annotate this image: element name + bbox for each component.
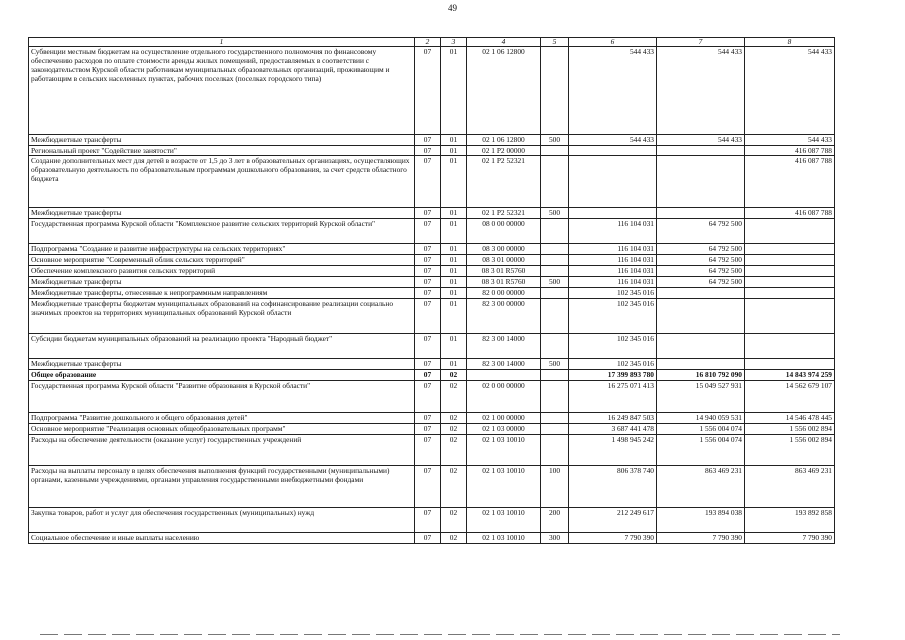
cell-name: Обеспечение комплексного развития сельских территорий	[29, 266, 415, 277]
cell-subsection: 01	[441, 288, 467, 299]
cell-section: 07	[415, 424, 441, 435]
cell-subsection: 01	[441, 146, 467, 156]
cell-target-article: 02 1 06 12800	[467, 47, 541, 135]
cell-amount-col7: 64 792 500	[657, 277, 745, 288]
cell-section: 07	[415, 208, 441, 219]
cell-expense-type	[541, 381, 569, 413]
cell-subsection: 01	[441, 255, 467, 266]
cell-section: 07	[415, 135, 441, 146]
cell-expense-type	[541, 156, 569, 208]
cell-name: Региональный проект "Содействие занятости"	[29, 146, 415, 156]
cell-target-article: 02 0 00 00000	[467, 381, 541, 413]
cell-amount-col7: 64 792 500	[657, 244, 745, 255]
cell-subsection: 02	[441, 466, 467, 508]
cell-amount-col8: 14 546 478 445	[745, 413, 835, 424]
cell-amount-col7	[657, 208, 745, 219]
table-row	[29, 146, 835, 156]
table-row	[29, 156, 835, 208]
scan-edge-line	[40, 634, 840, 635]
header-row	[29, 38, 835, 47]
column-header-1: 1	[29, 38, 415, 47]
cell-name: Межбюджетные трансферты	[29, 135, 415, 146]
table-row	[29, 508, 835, 533]
cell-subsection: 02	[441, 508, 467, 533]
cell-amount-col6: 3 687 441 478	[569, 424, 657, 435]
cell-amount-col6: 16 275 071 413	[569, 381, 657, 413]
cell-amount-col8: 544 433	[745, 47, 835, 135]
cell-amount-col8: 1 556 002 894	[745, 424, 835, 435]
cell-section: 07	[415, 266, 441, 277]
cell-amount-col8: 14 843 974 259	[745, 370, 835, 381]
cell-amount-col8: 416 087 788	[745, 156, 835, 208]
column-header-8: 8	[745, 38, 835, 47]
cell-amount-col7: 1 556 004 074	[657, 424, 745, 435]
cell-amount-col6	[569, 208, 657, 219]
table-row	[29, 370, 835, 381]
cell-expense-type: 500	[541, 277, 569, 288]
cell-target-article: 82 3 00 14000	[467, 359, 541, 370]
table-row	[29, 266, 835, 277]
cell-expense-type	[541, 424, 569, 435]
cell-target-article: 02 1 03 10010	[467, 508, 541, 533]
column-header-3: 3	[441, 38, 467, 47]
cell-amount-col7: 863 469 231	[657, 466, 745, 508]
cell-expense-type: 300	[541, 533, 569, 544]
cell-target-article: 02 1 03 00000	[467, 424, 541, 435]
cell-name: Государственная программа Курской области "Развитие образования в Курской области"	[29, 381, 415, 413]
cell-subsection: 01	[441, 277, 467, 288]
cell-subsection: 01	[441, 266, 467, 277]
cell-section: 07	[415, 359, 441, 370]
cell-amount-col7: 7 790 390	[657, 533, 745, 544]
cell-section: 07	[415, 435, 441, 466]
cell-name: Межбюджетные трансферты бюджетам муниципальных образований на софинансирование реализации социально значимых проектов на территориях муниципальных образований Курской области	[29, 299, 415, 334]
column-header-4: 4	[467, 38, 541, 47]
cell-target-article: 02 1 P2 52321	[467, 156, 541, 208]
cell-amount-col6: 102 345 016	[569, 299, 657, 334]
cell-amount-col6: 116 104 031	[569, 244, 657, 255]
table-row	[29, 219, 835, 244]
cell-section: 07	[415, 413, 441, 424]
cell-amount-col7: 14 940 059 531	[657, 413, 745, 424]
cell-amount-col8	[745, 299, 835, 334]
cell-name: Основное мероприятие "Современный облик сельских территорий"	[29, 255, 415, 266]
cell-amount-col8: 193 892 858	[745, 508, 835, 533]
cell-subsection: 01	[441, 299, 467, 334]
cell-amount-col8: 1 556 002 894	[745, 435, 835, 466]
cell-target-article: 02 1 P2 00000	[467, 146, 541, 156]
cell-amount-col7: 544 433	[657, 47, 745, 135]
cell-name: Расходы на выплаты персоналу в целях обеспечения выполнения функций государственными (муниципальными) органами, казенными учреждениями, органами управления государственными внебюджетными фондами	[29, 466, 415, 508]
cell-section: 07	[415, 533, 441, 544]
cell-amount-col7: 64 792 500	[657, 255, 745, 266]
cell-subsection: 01	[441, 208, 467, 219]
cell-amount-col7: 544 433	[657, 135, 745, 146]
column-header-2: 2	[415, 38, 441, 47]
cell-subsection: 02	[441, 413, 467, 424]
cell-subsection: 02	[441, 424, 467, 435]
table-row	[29, 424, 835, 435]
cell-amount-col8	[745, 288, 835, 299]
cell-amount-col8	[745, 255, 835, 266]
cell-section: 07	[415, 288, 441, 299]
cell-expense-type	[541, 255, 569, 266]
cell-expense-type	[541, 334, 569, 359]
cell-name: Субсидии бюджетам муниципальных образований на реализацию проекта "Народный бюджет"	[29, 334, 415, 359]
cell-name: Расходы на обеспечение деятельности (оказание услуг) государственных учреждений	[29, 435, 415, 466]
cell-subsection: 02	[441, 381, 467, 413]
cell-name: Основное мероприятие "Реализация основных общеобразовательных программ"	[29, 424, 415, 435]
cell-amount-col6: 17 399 893 780	[569, 370, 657, 381]
cell-target-article: 82 0 00 00000	[467, 288, 541, 299]
cell-subsection: 01	[441, 47, 467, 135]
cell-section: 07	[415, 277, 441, 288]
cell-target-article: 02 1 03 10010	[467, 435, 541, 466]
cell-amount-col7	[657, 359, 745, 370]
cell-amount-col7	[657, 299, 745, 334]
cell-section: 07	[415, 156, 441, 208]
table-row	[29, 334, 835, 359]
cell-target-article: 08 0 00 00000	[467, 219, 541, 244]
cell-expense-type: 500	[541, 359, 569, 370]
cell-name: Общее образование	[29, 370, 415, 381]
cell-subsection: 02	[441, 435, 467, 466]
cell-target-article: 02 1 P2 52321	[467, 208, 541, 219]
cell-expense-type: 500	[541, 208, 569, 219]
cell-expense-type	[541, 146, 569, 156]
cell-amount-col6	[569, 156, 657, 208]
cell-amount-col8	[745, 277, 835, 288]
cell-subsection: 02	[441, 370, 467, 381]
cell-amount-col6: 116 104 031	[569, 219, 657, 244]
cell-section: 07	[415, 47, 441, 135]
cell-amount-col8	[745, 359, 835, 370]
cell-name: Подпрограмма "Создание и развитие инфраструктуры на сельских территориях"	[29, 244, 415, 255]
cell-target-article: 02 1 03 10010	[467, 533, 541, 544]
table-row	[29, 533, 835, 544]
cell-amount-col6: 102 345 016	[569, 359, 657, 370]
cell-amount-col8: 863 469 231	[745, 466, 835, 508]
cell-name: Субвенции местным бюджетам на осуществление отдельного государственного полномочия по финансовому обеспечению расходов по оплате стоимости аренды жилых помещений, предоставляемых в соответствии с законодательством Курской области работникам муниципальных образовательных организаций, проживающим и работающим в сельских населенных пунктах, рабочих поселках (поселках городского типа)	[29, 47, 415, 135]
cell-name: Межбюджетные трансферты	[29, 208, 415, 219]
cell-section: 07	[415, 299, 441, 334]
cell-target-article: 02 1 06 12800	[467, 135, 541, 146]
cell-name: Государственная программа Курской области "Комплексное развитие сельских территорий Курской области"	[29, 219, 415, 244]
table-row	[29, 244, 835, 255]
cell-target-article	[467, 370, 541, 381]
cell-amount-col7: 193 894 038	[657, 508, 745, 533]
cell-amount-col8	[745, 244, 835, 255]
cell-target-article: 02 1 03 10010	[467, 466, 541, 508]
cell-amount-col6: 1 498 945 242	[569, 435, 657, 466]
column-header-7: 7	[657, 38, 745, 47]
table-row	[29, 435, 835, 466]
cell-amount-col6: 116 104 031	[569, 266, 657, 277]
cell-amount-col7	[657, 156, 745, 208]
cell-amount-col7: 15 049 527 931	[657, 381, 745, 413]
cell-amount-col8: 14 562 679 107	[745, 381, 835, 413]
cell-expense-type	[541, 435, 569, 466]
cell-target-article: 08 3 00 00000	[467, 244, 541, 255]
cell-expense-type	[541, 299, 569, 334]
cell-expense-type	[541, 244, 569, 255]
cell-target-article: 02 1 00 00000	[467, 413, 541, 424]
table-row	[29, 135, 835, 146]
cell-target-article: 82 3 00 00000	[467, 299, 541, 334]
table-body	[29, 47, 835, 544]
cell-section: 07	[415, 334, 441, 359]
cell-amount-col6: 212 249 617	[569, 508, 657, 533]
cell-subsection: 01	[441, 219, 467, 244]
table-row	[29, 381, 835, 413]
cell-expense-type: 500	[541, 135, 569, 146]
table-row	[29, 208, 835, 219]
cell-amount-col6: 116 104 031	[569, 255, 657, 266]
cell-amount-col8	[745, 334, 835, 359]
table-row	[29, 466, 835, 508]
budget-table	[28, 37, 835, 544]
cell-section: 07	[415, 508, 441, 533]
cell-amount-col7	[657, 288, 745, 299]
cell-expense-type	[541, 370, 569, 381]
cell-amount-col8: 544 433	[745, 135, 835, 146]
cell-expense-type: 100	[541, 466, 569, 508]
cell-name: Социальное обеспечение и иные выплаты населению	[29, 533, 415, 544]
cell-amount-col6: 102 345 016	[569, 288, 657, 299]
cell-amount-col8: 416 087 788	[745, 208, 835, 219]
cell-amount-col7: 16 810 792 090	[657, 370, 745, 381]
column-header-6: 6	[569, 38, 657, 47]
cell-section: 07	[415, 370, 441, 381]
cell-section: 07	[415, 381, 441, 413]
cell-amount-col7: 1 556 004 074	[657, 435, 745, 466]
cell-amount-col6: 16 249 847 503	[569, 413, 657, 424]
table-row	[29, 47, 835, 135]
cell-expense-type	[541, 219, 569, 244]
cell-name: Подпрограмма "Развитие дошкольного и общего образования детей"	[29, 413, 415, 424]
column-header-5: 5	[541, 38, 569, 47]
cell-target-article: 82 3 00 14000	[467, 334, 541, 359]
cell-subsection: 01	[441, 359, 467, 370]
cell-name: Межбюджетные трансферты	[29, 359, 415, 370]
cell-amount-col6	[569, 146, 657, 156]
cell-section: 07	[415, 146, 441, 156]
cell-amount-col8: 7 790 390	[745, 533, 835, 544]
cell-amount-col8	[745, 266, 835, 277]
cell-expense-type	[541, 266, 569, 277]
table-row	[29, 288, 835, 299]
cell-expense-type	[541, 413, 569, 424]
cell-amount-col8: 416 087 788	[745, 146, 835, 156]
cell-section: 07	[415, 244, 441, 255]
table-row	[29, 299, 835, 334]
table-row	[29, 413, 835, 424]
cell-name: Закупка товаров, работ и услуг для обеспечения государственных (муниципальных) нужд	[29, 508, 415, 533]
cell-amount-col6: 116 104 031	[569, 277, 657, 288]
table-row	[29, 359, 835, 370]
cell-amount-col7	[657, 334, 745, 359]
cell-subsection: 01	[441, 334, 467, 359]
cell-subsection: 01	[441, 135, 467, 146]
cell-subsection: 01	[441, 156, 467, 208]
cell-amount-col7	[657, 146, 745, 156]
cell-target-article: 08 3 01 R5760	[467, 266, 541, 277]
cell-expense-type	[541, 288, 569, 299]
cell-target-article: 08 3 01 R5760	[467, 277, 541, 288]
page-number: 49	[448, 3, 457, 13]
cell-section: 07	[415, 219, 441, 244]
table-row	[29, 277, 835, 288]
cell-amount-col6: 806 378 740	[569, 466, 657, 508]
cell-amount-col8	[745, 219, 835, 244]
cell-expense-type: 200	[541, 508, 569, 533]
cell-target-article: 08 3 01 00000	[467, 255, 541, 266]
cell-subsection: 02	[441, 533, 467, 544]
cell-amount-col7: 64 792 500	[657, 219, 745, 244]
cell-name: Межбюджетные трансферты, отнесенные к непрограммным направлениям	[29, 288, 415, 299]
table-row	[29, 255, 835, 266]
cell-amount-col6: 544 433	[569, 135, 657, 146]
cell-amount-col6: 7 790 390	[569, 533, 657, 544]
cell-amount-col6: 102 345 016	[569, 334, 657, 359]
cell-subsection: 01	[441, 244, 467, 255]
cell-name: Межбюджетные трансферты	[29, 277, 415, 288]
cell-amount-col6: 544 433	[569, 47, 657, 135]
cell-amount-col7: 64 792 500	[657, 266, 745, 277]
cell-section: 07	[415, 466, 441, 508]
cell-expense-type	[541, 47, 569, 135]
cell-section: 07	[415, 255, 441, 266]
cell-name: Создание дополнительных мест для детей в возрасте от 1,5 до 3 лет в образовательных организациях, осуществляющих образовательную деятельность по образовательным программам дошкольного образования, за счет средств областного бюджета	[29, 156, 415, 208]
